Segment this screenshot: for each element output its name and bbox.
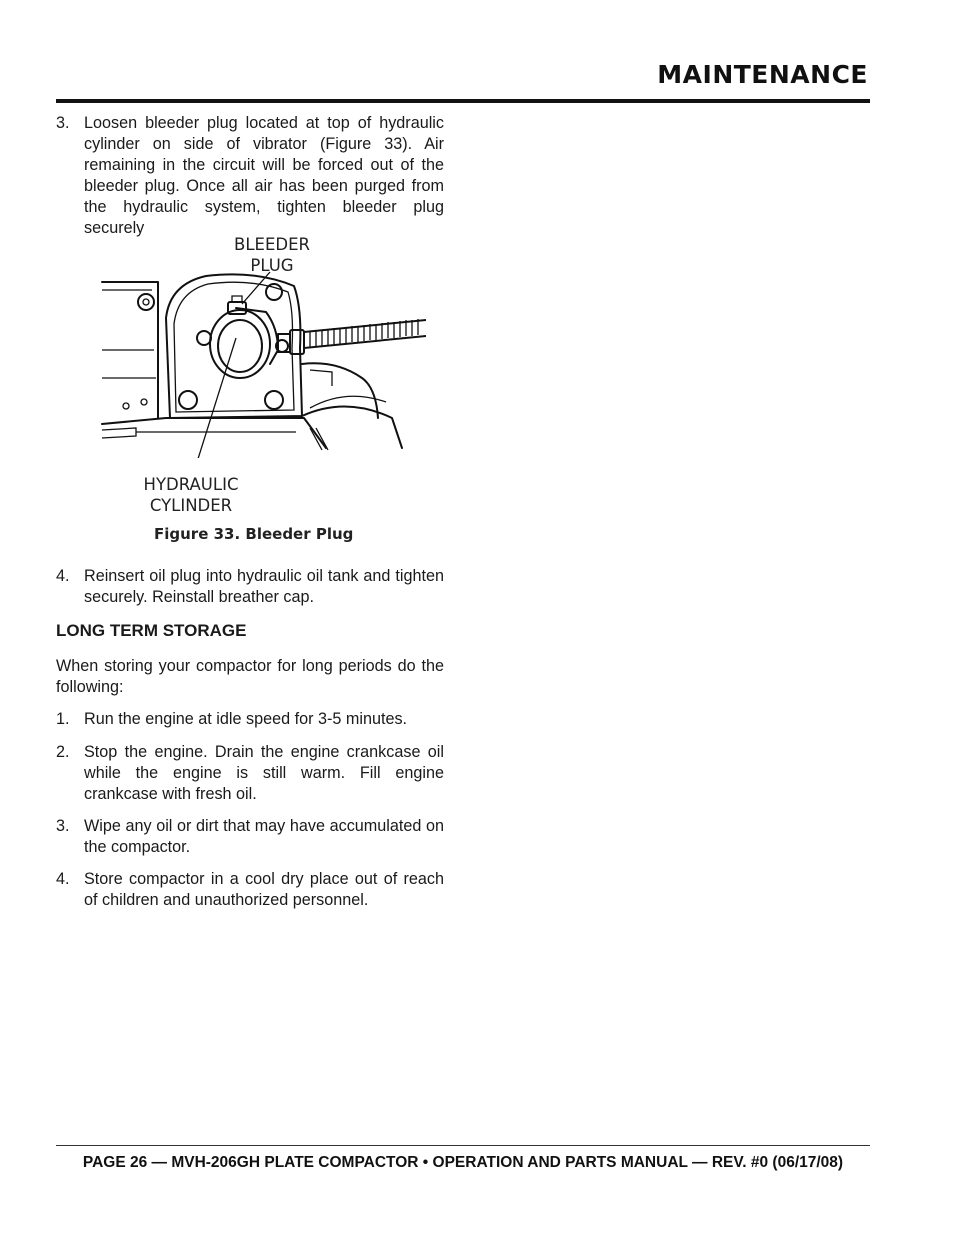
step-4 [56, 566, 444, 608]
item-text: Store compactor in a cool dry place out of reach of children and unauthorized personnel. [84, 870, 444, 909]
item-text: Run the engine at idle speed for 3-5 minutes. [84, 710, 408, 728]
list-item [56, 816, 444, 858]
item-number: 4. [56, 870, 70, 888]
step-3 [56, 113, 444, 239]
item-text: Stop the engine. Drain the engine crankcase oil while the engine is still warm. Fill engine crankcase with fresh oil. [84, 743, 444, 803]
page-footer: PAGE 26 — MVH-206GH PLATE COMPACTOR • OPERATION AND PARTS MANUAL — REV. #0 (06/17/08) [82, 1154, 844, 1171]
storage-intro: When storing your compactor for long periods do the following: [56, 657, 444, 696]
list-item [56, 869, 444, 911]
step-number: 3. [56, 114, 70, 132]
footer-rule [56, 1145, 870, 1146]
item-text: Wipe any oil or dirt that may have accumulated on the compactor. [84, 817, 444, 856]
bleeder-plug-illustration [96, 268, 426, 458]
item-number: 3. [56, 817, 70, 835]
step-text: Reinsert oil plug into hydraulic oil tank and tighten securely. Reinstall breather cap. [84, 567, 444, 606]
item-number: 1. [56, 710, 70, 728]
header-rule [56, 99, 870, 103]
step-text: Loosen bleeder plug located at top of hydraulic cylinder on side of vibrator (Figure 33). Air remaining in the circuit will be forced out of the bleeder plug. Once all air has been purged from the hydraulic system, tighten bleeder plug securely [84, 114, 444, 237]
bleeder-plug-label: BLEEDER PLUG [234, 235, 310, 275]
hydraulic-cylinder-label: HYDRAULIC CYLINDER [143, 475, 239, 515]
long-term-storage-section [56, 620, 444, 911]
section-title: MAINTENANCE [657, 60, 868, 89]
item-number: 2. [56, 743, 70, 761]
section-heading: LONG TERM STORAGE [56, 621, 247, 640]
list-item [56, 709, 444, 730]
list-item [56, 742, 444, 805]
step-number: 4. [56, 567, 70, 585]
figure-caption: Figure 33. Bleeder Plug [154, 525, 354, 543]
